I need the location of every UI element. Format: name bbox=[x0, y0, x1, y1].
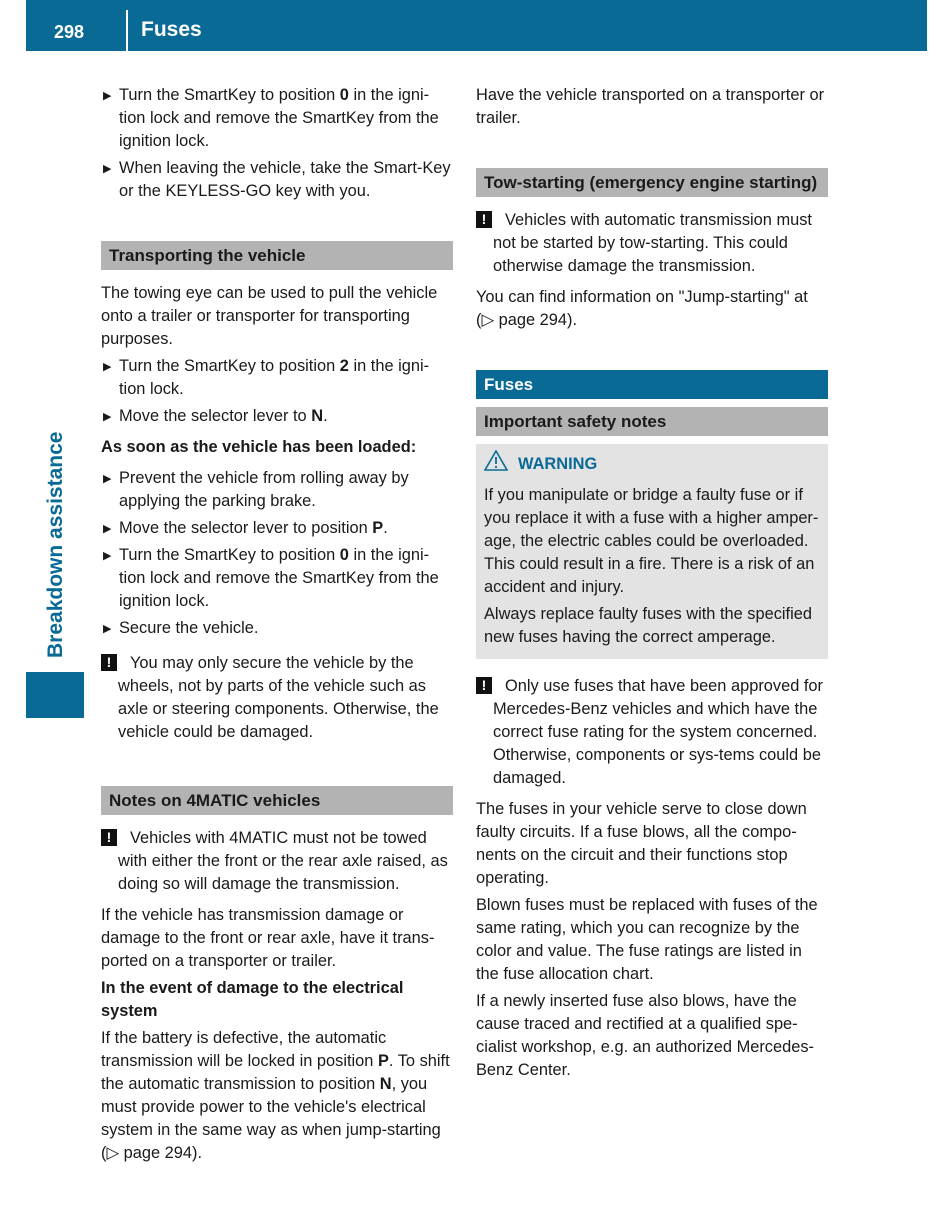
page-number: 298 bbox=[54, 22, 85, 42]
paragraph: The fuses in your vehicle serve to close down faulty circuits. If a fuse blows, all the compo-nents on the circuit and their functions stop operating. bbox=[476, 800, 807, 887]
header-divider bbox=[126, 10, 128, 51]
page-title: Fuses bbox=[141, 18, 202, 41]
exclamation-icon: ! bbox=[476, 677, 492, 694]
list-item: ▶ When leaving the vehicle, take the Smart-Key or the KEYLESS-GO key with you. bbox=[103, 159, 451, 200]
triangle-right-icon: ▶ bbox=[103, 523, 112, 535]
triangle-right-icon: ▶ bbox=[103, 623, 112, 635]
exclamation-icon: ! bbox=[476, 211, 492, 228]
page-header bbox=[26, 0, 927, 51]
paragraph: If a newly inserted fuse also blows, have the cause traced and rectified at a qualified spe-cialist workshop, e.g. an authorized Mercedes-Benz Center. bbox=[476, 992, 814, 1079]
exclamation-icon: ! bbox=[101, 654, 117, 671]
list-item: ▶ Turn the SmartKey to position 0 in the igni-tion lock and remove the SmartKey from the ignition lock. bbox=[103, 86, 439, 150]
warning-header bbox=[484, 450, 820, 478]
triangle-right-icon: ▶ bbox=[103, 411, 112, 423]
list-item: ▶ Secure the vehicle. bbox=[101, 617, 453, 640]
left-column bbox=[101, 84, 453, 1169]
note-tow-starting: ! Vehicles with automatic transmission must not be started by tow-starting. This could otherwise damage the transmission. bbox=[476, 209, 828, 278]
list-item: ▶ Move the selector lever to N. bbox=[101, 405, 453, 428]
section-heading-safety-notes: Important safety notes bbox=[476, 407, 828, 436]
note-4matic: ! Vehicles with 4MATIC must not be towed with either the front or the rear axle raised, as doing so will damage the transmission. bbox=[101, 827, 453, 896]
list-item: ▶ Move the selector lever to position P. bbox=[101, 517, 453, 540]
triangle-right-icon: ▶ bbox=[103, 361, 112, 373]
paragraph: Blown fuses must be replaced with fuses of the same rating, which you can recognize by the color and value. The fuse ratings are listed in the fuse allocation chart. bbox=[476, 896, 818, 983]
warning-box bbox=[476, 444, 828, 659]
paragraph: If the vehicle has transmission damage or damage to the front or rear axle, have it trans-ported on a transporter or trailer. bbox=[101, 906, 435, 970]
warning-triangle-icon bbox=[484, 450, 508, 478]
list-item: ▶ Prevent the vehicle from rolling away by applying the parking brake. bbox=[103, 469, 409, 510]
section-heading-4matic: Notes on 4MATIC vehicles bbox=[101, 786, 453, 815]
note-approved-fuses: ! Only use fuses that have been approved for Mercedes-Benz vehicles and which have the correct fuse rating for the system concerned. Otherwise, components or sys-tems could be damaged. bbox=[476, 675, 828, 790]
paragraph-electrical: If the battery is defective, the automatic transmission will be locked in position P. To shift the automatic transmission to position N, you must provide power to the vehicle's electrical system in the same way as when jump-starting (▷ page 294). bbox=[101, 1029, 450, 1162]
list-item: ▶ Turn the SmartKey to position 2 in the igni-tion lock. bbox=[103, 357, 430, 398]
section-heading-transport: Transporting the vehicle bbox=[101, 241, 453, 270]
paragraph: The towing eye can be used to pull the vehicle onto a trailer or transporter for transporting purposes. bbox=[101, 284, 438, 348]
paragraph: Have the vehicle transported on a transporter or trailer. bbox=[476, 86, 825, 127]
list-item: ▶ Turn the SmartKey to position 0 in the igni-tion lock and remove the SmartKey from the ignition lock. bbox=[103, 546, 439, 610]
triangle-right-icon: ▶ bbox=[103, 90, 112, 102]
triangle-right-icon: ▶ bbox=[103, 550, 112, 562]
side-tab-label: Breakdown assistance bbox=[44, 431, 67, 658]
warning-text: If you manipulate or bridge a faulty fuse or if you replace it with a fuse with a higher amper-age, the electric cables could be overloaded. This could result in a fire. There is a risk of an accident and injury. bbox=[484, 486, 819, 596]
triangle-right-icon: ▶ bbox=[103, 163, 112, 175]
note-securing: ! You may only secure the vehicle by the wheels, not by parts of the vehicle such as axle or steering components. Otherwise, the vehicle could be damaged. bbox=[101, 652, 453, 744]
section-heading-tow-starting: Tow-starting (emergency engine starting) bbox=[476, 168, 828, 197]
triangle-right-icon: ▶ bbox=[103, 473, 112, 485]
paragraph: You can find information on "Jump-starting" at (▷ page 294). bbox=[476, 288, 808, 329]
exclamation-icon: ! bbox=[101, 829, 117, 846]
section-heading-fuses: Fuses bbox=[476, 370, 828, 399]
subheading-electrical: In the event of damage to the electrical system bbox=[101, 979, 404, 1020]
warning-label: WARNING bbox=[518, 454, 598, 473]
subheading-loaded: As soon as the vehicle has been loaded: bbox=[101, 438, 417, 456]
side-tab-marker bbox=[26, 672, 84, 718]
right-column bbox=[476, 84, 828, 1086]
warning-text: Always replace faulty fuses with the specified new fuses having the correct amperage. bbox=[484, 605, 812, 646]
